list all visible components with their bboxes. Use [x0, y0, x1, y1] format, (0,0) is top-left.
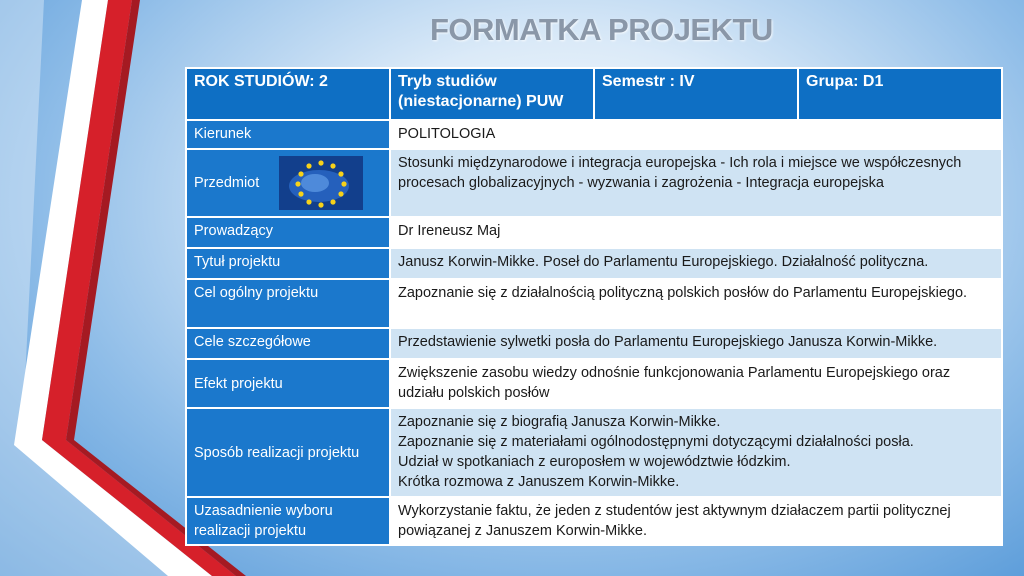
value-przedmiot: Stosunki międzynarodowe i integracja europejska - Ich rola i miejsce we współczesnych procesach globalizacyjnych - wyzwania i zagrożenia - Integracja europejska — [390, 149, 1002, 217]
row-cel-ogolny — [186, 279, 1002, 328]
row-cele-szczegolowe — [186, 328, 1002, 359]
header-rok: ROK STUDIÓW: 2 — [186, 68, 390, 120]
label-kierunek: Kierunek — [186, 120, 390, 149]
value-sposob — [390, 408, 1002, 497]
label-prowadzacy: Prowadzący — [186, 217, 390, 248]
page-title: FORMATKA PROJEKTU — [430, 12, 773, 47]
label-sposob: Sposób realizacji projektu — [186, 408, 390, 497]
value-cele-szczegolowe: Przedstawienie sylwetki posła do Parlamentu Europejskiego Janusza Korwin-Mikke. — [390, 328, 1002, 359]
sposob-line: Zapoznanie się z materiałami ogólnodostępnymi dotyczącymi działalności posła. — [398, 434, 914, 450]
label-cel-ogolny: Cel ogólny projektu — [186, 279, 390, 328]
row-kierunek — [186, 120, 1002, 149]
label-tytul: Tytuł projektu — [186, 248, 390, 279]
project-form-table — [185, 67, 1003, 546]
label-przedmiot: Przedmiot — [194, 175, 260, 191]
header-grupa: Grupa: D1 — [798, 68, 1002, 120]
value-efekt: Zwiększenie zasobu wiedzy odnośnie funkcjonowania Parlamentu Europejskiego oraz udziału polskich posłów — [390, 359, 1002, 408]
row-efekt — [186, 359, 1002, 408]
row-sposob — [186, 408, 1002, 497]
eu-flag-icon — [279, 156, 363, 210]
value-prowadzacy: Dr Ireneusz Maj — [390, 217, 1002, 248]
row-uzasadnienie — [186, 497, 1002, 545]
row-tytul — [186, 248, 1002, 279]
sposob-line: Krótka rozmowa z Januszem Korwin-Mikke. — [398, 474, 680, 490]
label-przedmiot-cell — [186, 149, 390, 217]
row-przedmiot — [186, 149, 1002, 217]
header-tryb: Tryb studiów (niestacjonarne) PUW — [390, 68, 594, 120]
label-cele-szczegolowe: Cele szczegółowe — [186, 328, 390, 359]
label-efekt: Efekt projektu — [186, 359, 390, 408]
value-kierunek: POLITOLOGIA — [390, 120, 1002, 149]
value-tytul: Janusz Korwin-Mikke. Poseł do Parlamentu Europejskiego. Działalność polityczna. — [390, 248, 1002, 279]
sposob-line: Udział w spotkaniach z europosłem w województwie łódzkim. — [398, 454, 791, 470]
value-cel-ogolny: Zapoznanie się z działalnością polityczną polskich posłów do Parlamentu Europejskiego. — [390, 279, 1002, 328]
header-semestr: Semestr : IV — [594, 68, 798, 120]
row-prowadzacy — [186, 217, 1002, 248]
value-uzasadnienie: Wykorzystanie faktu, że jeden z studentów jest aktywnym działaczem partii politycznej powiązanej z Januszem Korwin-Mikke. — [390, 497, 1002, 545]
header-row — [186, 68, 1002, 120]
sposob-line: Zapoznanie się z biografią Janusza Korwin-Mikke. — [398, 414, 721, 430]
label-uzasadnienie: Uzasadnienie wyboru realizacji projektu — [186, 497, 390, 545]
